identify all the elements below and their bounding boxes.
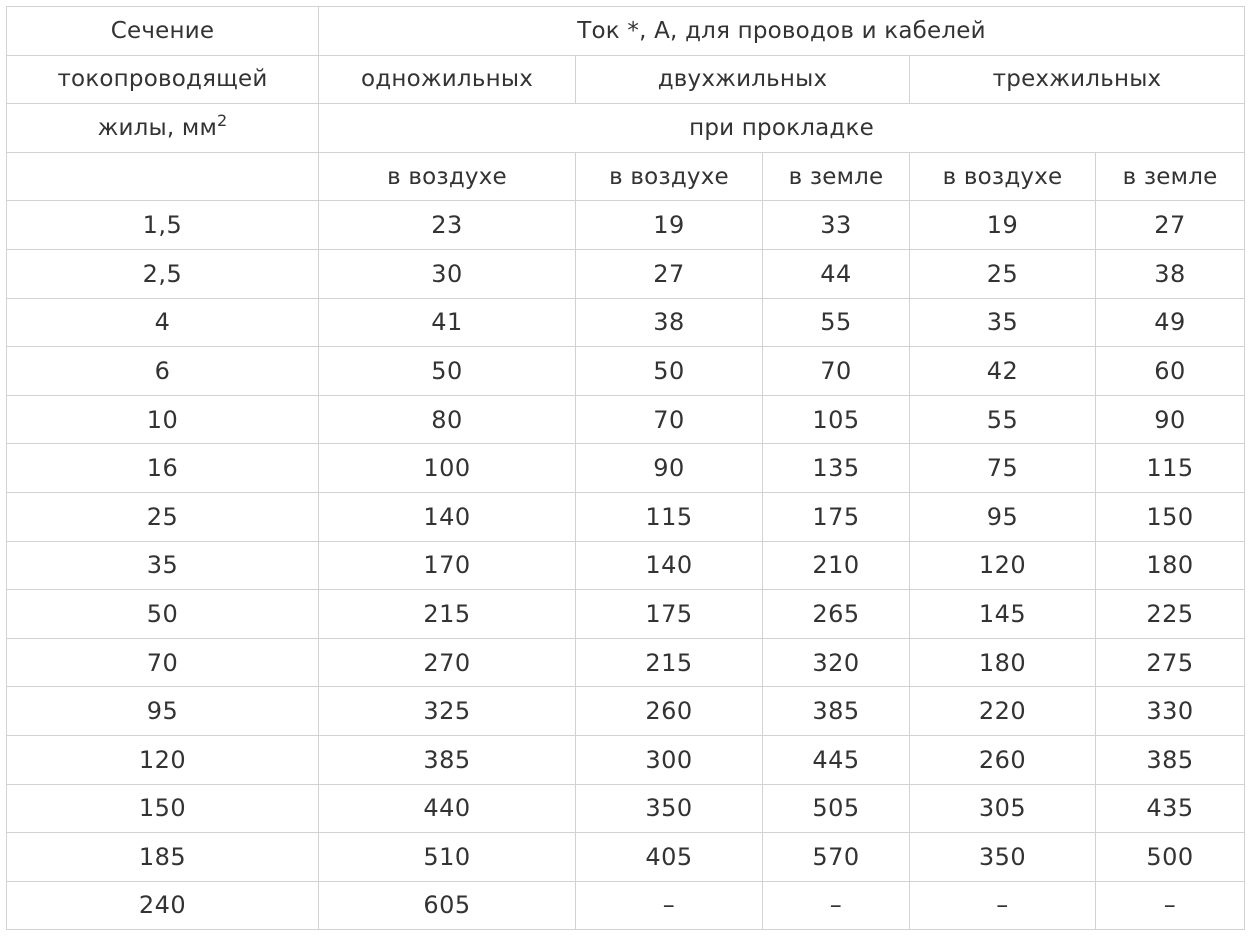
header-section-line2: токопроводящей (7, 55, 319, 104)
cell-double-ground: 320 (763, 638, 910, 687)
table-row (7, 735, 1245, 784)
cell-triple-air: 350 (910, 833, 1096, 882)
cell-single-air: 325 (319, 687, 576, 736)
cell-double-air: 27 (576, 249, 763, 298)
current-table (6, 6, 1245, 930)
cell-triple-ground: 385 (1096, 735, 1245, 784)
cell-triple-air: 305 (910, 784, 1096, 833)
cell-single-air: 510 (319, 833, 576, 882)
cell-double-air: 300 (576, 735, 763, 784)
cell-triple-ground: 180 (1096, 541, 1245, 590)
table-body (7, 201, 1245, 930)
cell-double-ground: – (763, 881, 910, 930)
cell-triple-ground: 225 (1096, 590, 1245, 639)
cell-single-air: 605 (319, 881, 576, 930)
cell-section: 4 (7, 298, 319, 347)
cell-double-air: 90 (576, 444, 763, 493)
cell-double-ground: 570 (763, 833, 910, 882)
cell-section: 2,5 (7, 249, 319, 298)
cell-double-ground: 44 (763, 249, 910, 298)
header-row-4 (7, 152, 1245, 201)
header-group-triple: трехжильных (910, 55, 1245, 104)
header-section-line1: Сечение (7, 7, 319, 56)
cell-triple-ground: 435 (1096, 784, 1245, 833)
cell-single-air: 385 (319, 735, 576, 784)
cell-double-air: 140 (576, 541, 763, 590)
table-row (7, 590, 1245, 639)
header-triple-ground: в земле (1096, 152, 1245, 201)
cell-triple-air: 145 (910, 590, 1096, 639)
cell-triple-ground: 38 (1096, 249, 1245, 298)
cell-section: 6 (7, 347, 319, 396)
cell-triple-air: 120 (910, 541, 1096, 590)
cell-double-ground: 445 (763, 735, 910, 784)
cell-double-ground: 105 (763, 395, 910, 444)
cell-single-air: 80 (319, 395, 576, 444)
cell-section: 1,5 (7, 201, 319, 250)
header-single-air: в воздухе (319, 152, 576, 201)
cell-double-ground: 505 (763, 784, 910, 833)
table-row (7, 347, 1245, 396)
cell-triple-ground: 275 (1096, 638, 1245, 687)
cell-double-air: 70 (576, 395, 763, 444)
cell-double-ground: 33 (763, 201, 910, 250)
cell-single-air: 50 (319, 347, 576, 396)
header-section-superscript: 2 (217, 110, 228, 130)
cell-single-air: 140 (319, 492, 576, 541)
cell-single-air: 270 (319, 638, 576, 687)
cell-section: 95 (7, 687, 319, 736)
cell-triple-ground: – (1096, 881, 1245, 930)
cell-triple-air: – (910, 881, 1096, 930)
cell-triple-ground: 500 (1096, 833, 1245, 882)
cell-double-ground: 265 (763, 590, 910, 639)
header-row-1 (7, 7, 1245, 56)
table-row (7, 687, 1245, 736)
cell-triple-ground: 90 (1096, 395, 1245, 444)
cell-single-air: 30 (319, 249, 576, 298)
header-laying: при прокладке (319, 104, 1245, 153)
cell-double-ground: 135 (763, 444, 910, 493)
cell-triple-ground: 49 (1096, 298, 1245, 347)
header-group-double: двухжильных (576, 55, 910, 104)
cell-triple-air: 42 (910, 347, 1096, 396)
table-row (7, 249, 1245, 298)
table-row (7, 833, 1245, 882)
cell-triple-air: 260 (910, 735, 1096, 784)
table-container (6, 6, 1245, 930)
cell-triple-air: 19 (910, 201, 1096, 250)
cell-triple-ground: 60 (1096, 347, 1245, 396)
cell-section: 120 (7, 735, 319, 784)
cell-triple-air: 35 (910, 298, 1096, 347)
header-triple-air: в воздухе (910, 152, 1096, 201)
cell-double-air: 115 (576, 492, 763, 541)
cell-section: 35 (7, 541, 319, 590)
table-row (7, 298, 1245, 347)
cell-section: 185 (7, 833, 319, 882)
cell-section: 150 (7, 784, 319, 833)
header-current-title: Ток *, А, для проводов и кабелей (319, 7, 1245, 56)
cell-section: 16 (7, 444, 319, 493)
header-double-ground: в земле (763, 152, 910, 201)
cell-double-air: 260 (576, 687, 763, 736)
cell-triple-air: 55 (910, 395, 1096, 444)
cell-triple-ground: 330 (1096, 687, 1245, 736)
cell-triple-air: 220 (910, 687, 1096, 736)
header-double-air: в воздухе (576, 152, 763, 201)
table-row (7, 201, 1245, 250)
cell-triple-ground: 27 (1096, 201, 1245, 250)
cell-triple-ground: 150 (1096, 492, 1245, 541)
cell-single-air: 440 (319, 784, 576, 833)
table-row (7, 492, 1245, 541)
cell-double-air: 175 (576, 590, 763, 639)
cell-double-ground: 385 (763, 687, 910, 736)
table-head (7, 7, 1245, 201)
cell-section: 10 (7, 395, 319, 444)
table-row (7, 784, 1245, 833)
cell-triple-ground: 115 (1096, 444, 1245, 493)
table-row (7, 638, 1245, 687)
cell-section: 240 (7, 881, 319, 930)
cell-double-air: 215 (576, 638, 763, 687)
table-row (7, 881, 1245, 930)
cell-double-ground: 70 (763, 347, 910, 396)
cell-double-ground: 175 (763, 492, 910, 541)
cell-triple-air: 75 (910, 444, 1096, 493)
header-section-line3 (7, 104, 319, 153)
cell-section: 25 (7, 492, 319, 541)
cell-section: 50 (7, 590, 319, 639)
cell-single-air: 170 (319, 541, 576, 590)
table-row (7, 541, 1245, 590)
cell-double-air: 38 (576, 298, 763, 347)
cell-double-ground: 55 (763, 298, 910, 347)
cell-single-air: 215 (319, 590, 576, 639)
cell-double-air: 405 (576, 833, 763, 882)
header-row-3 (7, 104, 1245, 153)
cell-single-air: 41 (319, 298, 576, 347)
cell-section: 70 (7, 638, 319, 687)
cell-double-air: – (576, 881, 763, 930)
header-empty-cell (7, 152, 319, 201)
table-row (7, 395, 1245, 444)
cell-double-air: 350 (576, 784, 763, 833)
header-row-2 (7, 55, 1245, 104)
cell-double-air: 50 (576, 347, 763, 396)
cell-double-ground: 210 (763, 541, 910, 590)
cell-double-air: 19 (576, 201, 763, 250)
cell-single-air: 100 (319, 444, 576, 493)
cell-triple-air: 25 (910, 249, 1096, 298)
cell-triple-air: 180 (910, 638, 1096, 687)
table-row (7, 444, 1245, 493)
cell-triple-air: 95 (910, 492, 1096, 541)
header-group-single: одножильных (319, 55, 576, 104)
cell-single-air: 23 (319, 201, 576, 250)
header-section-unit: жилы, мм (97, 114, 218, 141)
